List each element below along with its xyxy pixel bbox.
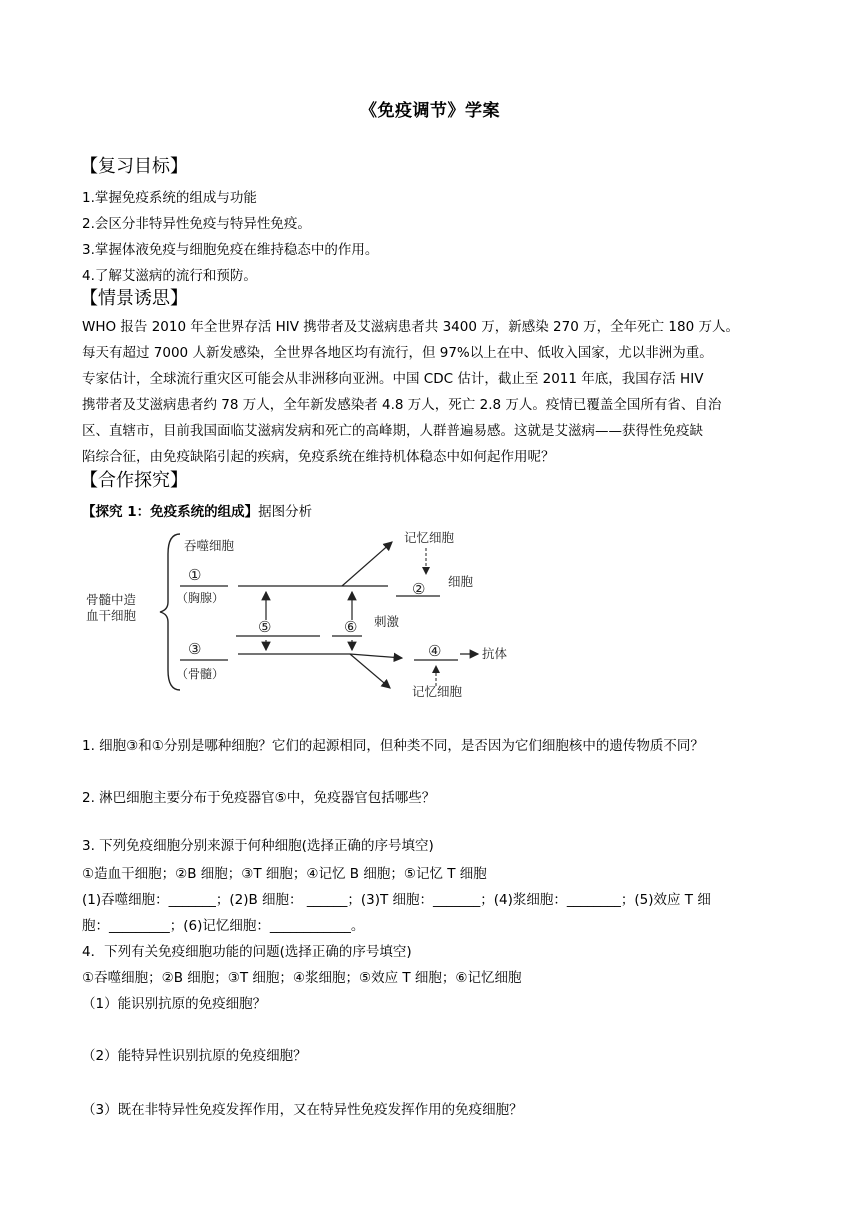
question-3-blank-line-1: (1)吞噬细胞：_______；(2)B 细胞： ______；(3)T 细胞：_______；(4)浆细胞：________；(5)效应 T 细 bbox=[82, 892, 711, 908]
memory-cell-top: 记忆细胞 bbox=[404, 530, 455, 545]
question-3-blank-line-2: 胞：_________；(6)记忆细胞：____________。 bbox=[82, 918, 365, 934]
page-title: 《免疫调节》学案 bbox=[360, 101, 500, 121]
goal-item: 2.会区分非特异性免疫与特异性免疫。 bbox=[82, 216, 311, 232]
cell-2-label: 细胞 bbox=[448, 574, 474, 589]
arrow-to-4 bbox=[350, 654, 402, 658]
cell-1-organ: （胸腺） bbox=[176, 591, 225, 605]
memory-cell-bottom: 记忆细胞 bbox=[412, 684, 463, 699]
source-label-1: 骨髓中造 bbox=[86, 592, 137, 607]
explore1-title: 【探究 1：免疫系统的组成】 bbox=[82, 504, 259, 520]
cell-1-number: ① bbox=[188, 566, 202, 584]
scenario-line: WHO 报告 2010 年全世界存活 HIV 携带者及艾滋病患者共 3400 万，新感染 270 万，全年死亡 180 万人。 bbox=[82, 319, 739, 335]
section-review-goal: 【复习目标】 bbox=[80, 156, 188, 177]
immune-cell-diagram bbox=[80, 524, 520, 704]
stimulate-label: 刺激 bbox=[374, 614, 400, 629]
cell-4-number: ④ bbox=[428, 642, 442, 660]
question-1: 1. 细胞③和①分别是哪种细胞？它们的起源相同，但种类不同，是否因为它们细胞核中的遗传物质不同？ bbox=[82, 738, 704, 754]
question-2: 2. 淋巴细胞主要分布于免疫器官⑤中，免疫器官包括哪些？ bbox=[82, 790, 436, 806]
scenario-paragraph bbox=[82, 314, 782, 470]
section-coop: 【合作探究】 bbox=[80, 470, 188, 491]
explore1-heading bbox=[82, 500, 312, 520]
section-scenario: 【情景诱思】 bbox=[80, 288, 188, 309]
goal-item: 1.掌握免疫系统的组成与功能 bbox=[82, 190, 257, 206]
scenario-line: 每天有超过 7000 人新发感染，全世界各地区均有流行，但 97%以上在中、低收入国家，尤以非洲为重。 bbox=[82, 345, 713, 361]
cell-2-number: ② bbox=[412, 580, 426, 598]
question-4-3: （3）既在非特异性免疫发挥作用，又在特异性免疫发挥作用的免疫细胞？ bbox=[82, 1102, 523, 1118]
arrow-to-memory-top bbox=[342, 542, 392, 586]
cell-3-number: ③ bbox=[188, 640, 202, 658]
question-4-2: （2）能特异性识别抗原的免疫细胞？ bbox=[82, 1048, 307, 1064]
question-4-options: ①吞噬细胞；②B 细胞；③T 细胞；④浆细胞；⑤效应 T 细胞；⑥记忆细胞 bbox=[82, 970, 522, 986]
goal-item: 3.掌握体液免疫与细胞免疫在维持稳态中的作用。 bbox=[82, 242, 379, 258]
question-3-options: ①造血干细胞；②B 细胞；③T 细胞；④记忆 B 细胞；⑤记忆 T 细胞 bbox=[82, 866, 487, 882]
scenario-line: 陷综合征，由免疫缺陷引起的疾病，免疫系统在维持机体稳态中如何起作用呢？ bbox=[82, 449, 555, 465]
cell-6-number: ⑥ bbox=[344, 618, 358, 636]
source-label-2: 血干细胞 bbox=[86, 608, 137, 623]
phagocyte-label: 吞噬细胞 bbox=[184, 538, 235, 553]
explore1-tail: 据图分析 bbox=[258, 504, 313, 520]
question-3: 3. 下列免疫细胞分别来源于何种细胞(选择正确的序号填空) bbox=[82, 838, 434, 854]
question-4-1: （1）能识别抗原的免疫细胞？ bbox=[82, 996, 267, 1012]
cell-5-number: ⑤ bbox=[258, 618, 272, 636]
antibody-label: 抗体 bbox=[482, 646, 508, 661]
arrow-to-memory-bottom bbox=[350, 654, 390, 688]
scenario-line: 区、直辖市，目前我国面临艾滋病发病和死亡的高峰期，人群普遍易感。这就是艾滋病——获得性免疫缺 bbox=[82, 423, 703, 439]
scenario-line: 专家估计，全球流行重灾区可能会从非洲移向亚洲。中国 CDC 估计，截止至 2011 年底，我国存活 HIV bbox=[82, 371, 704, 387]
scenario-line: 携带者及艾滋病患者约 78 万人，全年新发感染者 4.8 万人，死亡 2.8 万人。疫情已覆盖全国所有省、自治 bbox=[82, 397, 722, 413]
goal-item: 4.了解艾滋病的流行和预防。 bbox=[82, 268, 257, 284]
cell-3-organ: （骨髓） bbox=[176, 667, 225, 681]
question-4: 4．下列有关免疫细胞功能的问题(选择正确的序号填空) bbox=[82, 944, 412, 960]
